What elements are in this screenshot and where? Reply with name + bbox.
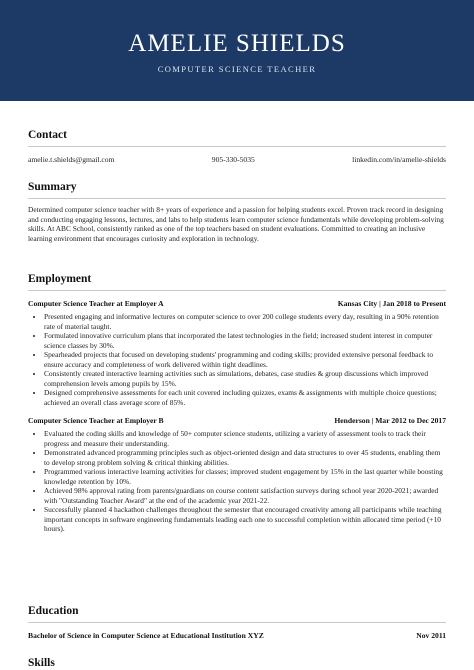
section-divider (28, 146, 446, 147)
summary-heading: Summary (28, 181, 77, 193)
job-entry (28, 299, 446, 407)
degree: Bachelor of Science in Computer Science at Educational Institution XYZ (28, 631, 264, 640)
job-entry (28, 416, 446, 534)
job-bullet: • Designed comprehensive assessments for each unit covered including quizzes, exams & assignments with multiple choice questions; achieved an overall class average score of 85%. (44, 388, 446, 407)
skills-heading: Skills (28, 657, 55, 669)
job-bullet: • Consistently created interactive learning activities such as simulations, debates, case studies & group discussions which improved comprehension levels among pupils by 15%. (44, 369, 446, 388)
candidate-role: COMPUTER SCIENCE TEACHER (157, 64, 317, 74)
summary-text: Determined computer science teacher with 8+ years of experience and a passion for helping students excel. Proven track record in designing and conducting engaging lessons, lectures, and labs to help students learn computer science fundamentals while developing problem-solving skills. At ABC School, consistently ranked as one of the top teachers based on student evaluations. Committed to creating an inclusive learning environment that encourages curiosity and exploration in technology. (28, 205, 444, 243)
job-meta: Henderson | Mar 2012 to Dec 2017 (334, 416, 446, 425)
skills-section (28, 656, 446, 670)
education-heading: Education (28, 605, 79, 617)
job-meta: Kansas City | Jan 2018 to Present (337, 299, 446, 308)
linkedin-link[interactable]: linkedin.com/in/amelie-shields (352, 155, 446, 164)
resume-header (0, 0, 474, 101)
phone-number: 905-330-5035 (211, 155, 255, 164)
job-position: Computer Science Teacher at Employer A (28, 299, 164, 308)
job-bullet: • Spearheaded projects that focused on developing students' programming and coding skills; provided extensive personal feedback to ensure accuracy and completeness of work delivered within tight deadlines. (44, 350, 446, 369)
employment-section (28, 272, 446, 534)
job-bullet: • Programmed various interactive learning activities for classes; improved student engagement by 15% in the last quarter while boosting knowledge retention by 10%. (44, 467, 446, 486)
candidate-name: AMELIE SHIELDS (128, 30, 346, 57)
contact-heading: Contact (28, 129, 67, 141)
job-header (28, 299, 446, 309)
job-bullet: • Evaluated the coding skills and knowledge of 50+ computer science students, utilizing a variety of assessment tools to track their progress and measure their understanding. (44, 429, 446, 448)
job-header (28, 416, 446, 426)
job-bullets (28, 429, 446, 534)
contact-section (28, 128, 446, 164)
employment-heading: Employment (28, 273, 92, 285)
section-divider (28, 290, 446, 291)
education-section (28, 604, 446, 640)
job-bullet: • Formulated innovative curriculum plans that incorporated the latest technologies in the field; increased student interest in computer science classes by 30%. (44, 331, 446, 350)
section-divider (28, 622, 446, 623)
job-bullet: • Demonstrated advanced programming principles such as object-oriented design and data structures to over 45 students, enabling them to develop strong problem solving & critical thinking abilities. (44, 448, 446, 467)
graduation-date: Nov 2011 (416, 631, 446, 640)
education-entry (28, 631, 446, 640)
job-bullet: • Presented engaging and informative lectures on computer science to over 200 college students every day, resulting in a 90% retention rate of material taught. (44, 312, 446, 331)
job-bullet: • Successfully planned 4 hackathon challenges throughout the semester that encouraged creativity among all participants while teaching important concepts in software engineering fundamentals leading each one to successful completion within allocated time period (+10 hours). (44, 505, 446, 534)
job-position: Computer Science Teacher at Employer B (28, 416, 164, 425)
contact-row (28, 155, 446, 164)
summary-section (28, 180, 446, 243)
section-divider (28, 198, 446, 199)
email-link[interactable]: amelie.t.shields@gmail.com (28, 155, 115, 164)
job-bullets (28, 312, 446, 407)
job-bullet: • Achieved 98% approval rating from parents/guardians on course content satisfaction surveys during school year 2020-2021; awarded with "Outstanding Teacher Award" at the end of the academic year 2021-22. (44, 486, 446, 505)
